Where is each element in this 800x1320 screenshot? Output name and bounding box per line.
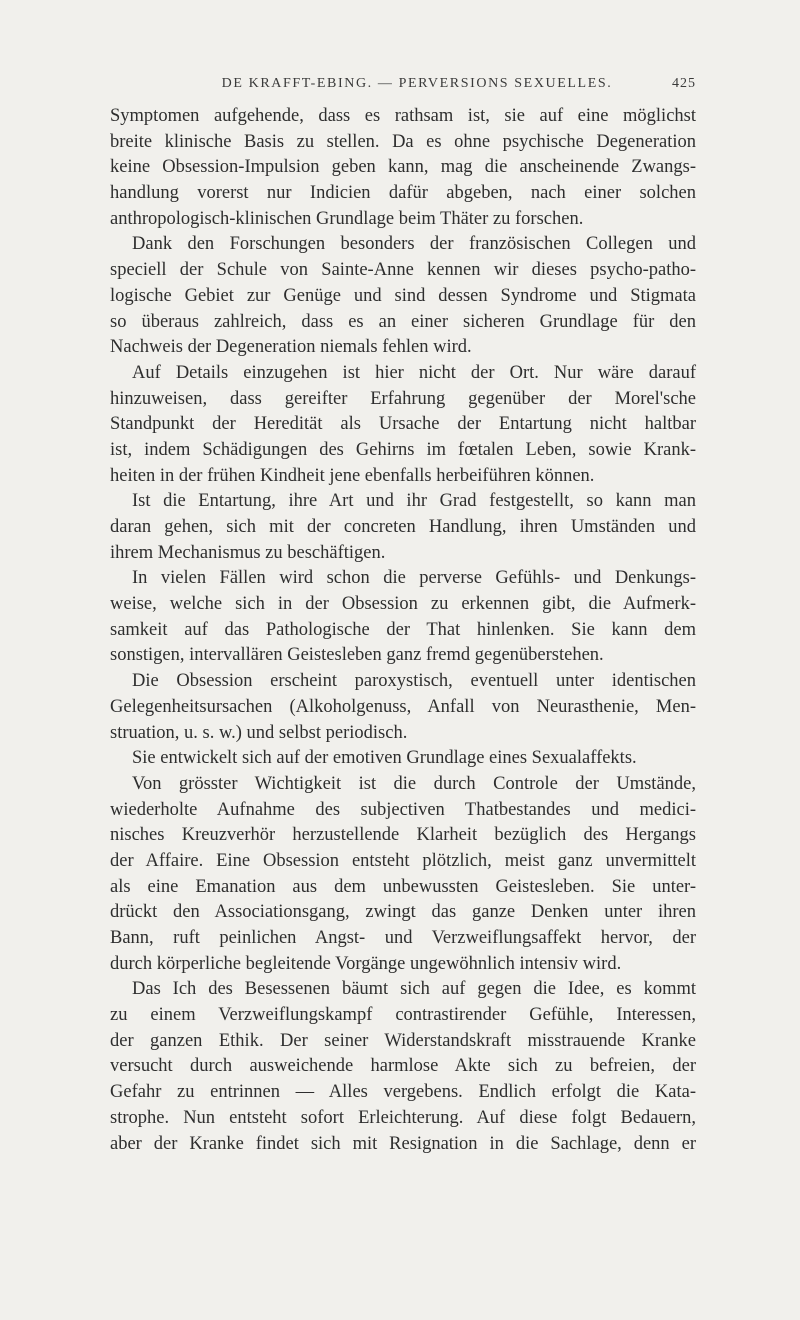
text-line: Gelegenheitsursachen (Alkoholgenuss, Anfall von Neurasthenie, Men-: [110, 696, 696, 717]
text-line: Dank den Forschungen besonders der französischen Collegen und: [132, 234, 696, 255]
text-line: Standpunkt der Heredität als Ursache der Entartung nicht haltbar: [110, 414, 696, 435]
text-line: Nachweis der Degeneration niemals fehlen wird.: [110, 337, 472, 358]
body-text: [110, 104, 696, 1157]
running-title: DE KRAFFT-EBING. — PERVERSIONS SEXUELLES.: [221, 76, 613, 91]
text-line: ist, indem Schädigungen des Gehirns im fœtalen Leben, sowie Krank-: [110, 439, 696, 460]
text-line: durch körperliche begleitende Vorgänge ungewöhnlich intensiv wird.: [110, 953, 622, 974]
text-line: Auf Details einzugehen ist hier nicht der Ort. Nur wäre darauf: [132, 362, 696, 383]
text-line: der Affaire. Eine Obsession entsteht plötzlich, meist ganz unvermittelt: [110, 850, 696, 871]
paragraph: [110, 977, 696, 1157]
text-line: Das Ich des Besessenen bäumt sich auf gegen die Idee, es kommt: [132, 979, 696, 1000]
text-line: nisches Kreuzverhör herzustellende Klarheit bezüglich des Hergangs: [110, 825, 696, 846]
text-line: Ist die Entartung, ihre Art und ihr Grad festgestellt, so kann man: [132, 491, 696, 512]
paragraph: [110, 104, 696, 232]
text-line: hinzuweisen, dass gereifter Erfahrung gegenüber der Morel'sche: [110, 388, 696, 409]
text-line: logische Gebiet zur Genüge und sind dessen Syndrome und Stigmata: [110, 285, 696, 306]
text-line: In vielen Fällen wird schon die perverse Gefühls- und Denkungs-: [132, 568, 696, 589]
text-line: heiten in der frühen Kindheit jene ebenfalls herbeiführen können.: [110, 465, 595, 486]
text-line: daran gehen, sich mit der concreten Handlung, ihren Umständen und: [110, 517, 696, 537]
text-line: weise, welche sich in der Obsession zu erkennen gibt, die Aufmerk-: [110, 594, 696, 615]
text-line: handlung vorerst nur Indicien dafür abgeben, nach einer solchen: [110, 183, 696, 204]
text-line: struation, u. s. w.) und selbst periodisch.: [110, 722, 408, 743]
text-line: als eine Emanation aus dem unbewussten Geistesleben. Sie unter-: [110, 876, 696, 897]
paragraph: [110, 489, 696, 566]
text-line: Gefahr zu entrinnen — Alles vergebens. Endlich erfolgt die Kata-: [110, 1082, 696, 1103]
paragraph: [110, 361, 696, 489]
text-line: keine Obsession-Impulsion geben kann, mag die anscheinende Zwangs-: [110, 157, 696, 178]
running-header: [168, 76, 696, 98]
paragraph: [110, 772, 696, 978]
text-line: strophe. Nun entsteht sofort Erleichterung. Auf diese folgt Bedauern,: [110, 1107, 696, 1128]
text-line: sonstigen, intervallären Geistesleben ganz fremd gegenüberstehen.: [110, 645, 604, 666]
text-line: aber der Kranke findet sich mit Resignation in die Sachlage, denn er: [110, 1133, 696, 1154]
text-line: speciell der Schule von Sainte-Anne kennen wir dieses psycho-patho-: [110, 260, 696, 281]
text-line: Sie entwickelt sich auf der emotiven Grundlage eines Sexualaffekts.: [132, 748, 637, 769]
paragraph: [110, 232, 696, 360]
text-line: wiederholte Aufnahme des subjectiven Thatbestandes und medici-: [110, 799, 696, 820]
text-line: zu einem Verzweiflungskampf contrastirender Gefühle, Interessen,: [110, 1005, 696, 1026]
text-line: so überaus zahlreich, dass es an einer sicheren Grundlage für den: [110, 311, 696, 332]
paragraph: [110, 746, 696, 772]
text-line: breite klinische Basis zu stellen. Da es ohne psychische Degeneration: [110, 131, 696, 152]
text-line: versucht durch ausweichende harmlose Akte sich zu befreien, der: [110, 1056, 696, 1077]
paragraph: [110, 669, 696, 746]
text-line: Von grösster Wichtigkeit ist die durch Controle der Umstände,: [132, 773, 696, 794]
paragraph: [110, 566, 696, 669]
text-line: Symptomen aufgehende, dass es rathsam ist, sie auf eine möglichst: [110, 106, 696, 126]
text-line: Bann, ruft peinlichen Angst- und Verzweiflungsaffekt hervor, der: [110, 928, 696, 948]
text-line: anthropologisch-klinischen Grundlage beim Thäter zu forschen.: [110, 208, 584, 229]
text-line: Die Obsession erscheint paroxystisch, eventuell unter identischen: [132, 671, 696, 692]
text-line: ihrem Mechanismus zu beschäftigen.: [110, 542, 386, 563]
page-number: 425: [672, 76, 696, 91]
text-line: samkeit auf das Pathologische der That hinlenken. Sie kann dem: [110, 619, 696, 640]
text-line: drückt den Associationsgang, zwingt das ganze Denken unter ihren: [110, 902, 696, 923]
text-line: der ganzen Ethik. Der seiner Widerstandskraft misstrauende Kranke: [110, 1030, 696, 1051]
